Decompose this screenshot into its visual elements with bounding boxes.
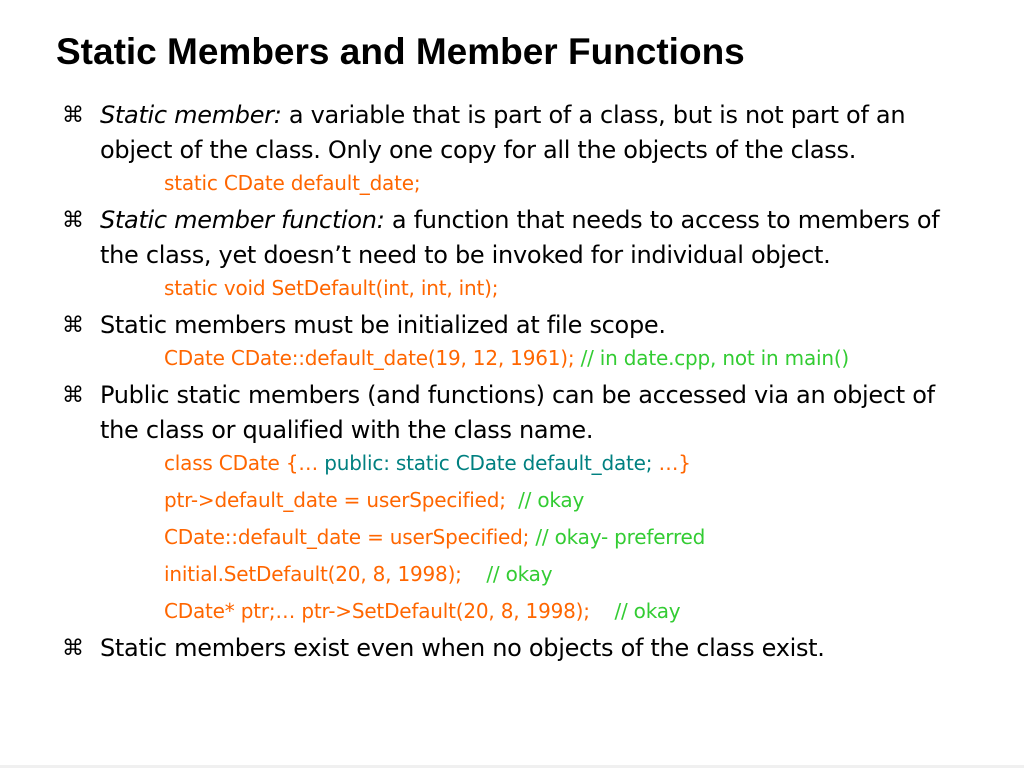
code-keyword: public: static CDate default_date; — [324, 451, 653, 475]
bullet-command-icon: ⌘ — [62, 636, 84, 661]
code-text: initial.SetDefault(20, 8, 1998); — [164, 562, 487, 586]
code-text: static void SetDefault(int, int, int); — [164, 276, 499, 300]
code-comment: // okay — [486, 562, 553, 586]
slide-title: Static Members and Member Functions — [56, 31, 745, 72]
code-line — [60, 345, 975, 371]
bullet-term: Static member: — [100, 101, 282, 129]
code-comment: // in date.cpp, not in main() — [580, 346, 850, 370]
bullet-initialization — [60, 308, 975, 343]
bullet-command-icon: ⌘ — [62, 313, 84, 338]
code-line — [60, 275, 975, 301]
bullet-term: Static member function: — [100, 206, 385, 234]
bullet-static-member-function — [60, 203, 975, 273]
bullet-existence — [60, 631, 975, 666]
code-text: CDate CDate::default_date(19, 12, 1961); — [164, 346, 581, 370]
code-line — [60, 524, 975, 550]
bullet-text: Static members must be initialized at file scope. — [100, 311, 666, 339]
bullet-text: Public static members (and functions) can be accessed via an object of the class or qualified with the class name. — [100, 381, 935, 444]
code-line — [60, 598, 975, 624]
code-comment: // okay — [614, 599, 681, 623]
code-text: ptr->default_date = userSpecified; — [164, 488, 519, 512]
code-line — [60, 487, 975, 513]
bullet-static-member — [60, 98, 975, 168]
bullet-public-access — [60, 378, 975, 448]
bullet-command-icon: ⌘ — [62, 383, 84, 408]
bullet-text: a variable that is part of a class, but is not part of an object of the class. Only one copy for all the objects of the class. — [100, 101, 906, 164]
code-comment: // okay — [518, 488, 585, 512]
code-text: …} — [652, 451, 691, 475]
slide-content — [60, 98, 975, 668]
code-line — [60, 450, 975, 476]
code-text: static CDate default_date; — [164, 171, 421, 195]
code-text: class CDate {… — [164, 451, 325, 475]
bullet-command-icon: ⌘ — [62, 208, 84, 233]
code-line — [60, 170, 975, 196]
code-text: CDate::default_date = userSpecified; — [164, 525, 536, 549]
code-comment: // okay- preferred — [535, 525, 706, 549]
bullet-text: Static members exist even when no objects of the class exist. — [100, 634, 825, 662]
bullet-text: a function that needs to access to members of the class, yet doesn’t need to be invoked for individual object. — [100, 206, 940, 269]
code-text: CDate* ptr;… ptr->SetDefault(20, 8, 1998); — [164, 599, 615, 623]
bullet-command-icon: ⌘ — [62, 103, 84, 128]
code-line — [60, 561, 975, 587]
